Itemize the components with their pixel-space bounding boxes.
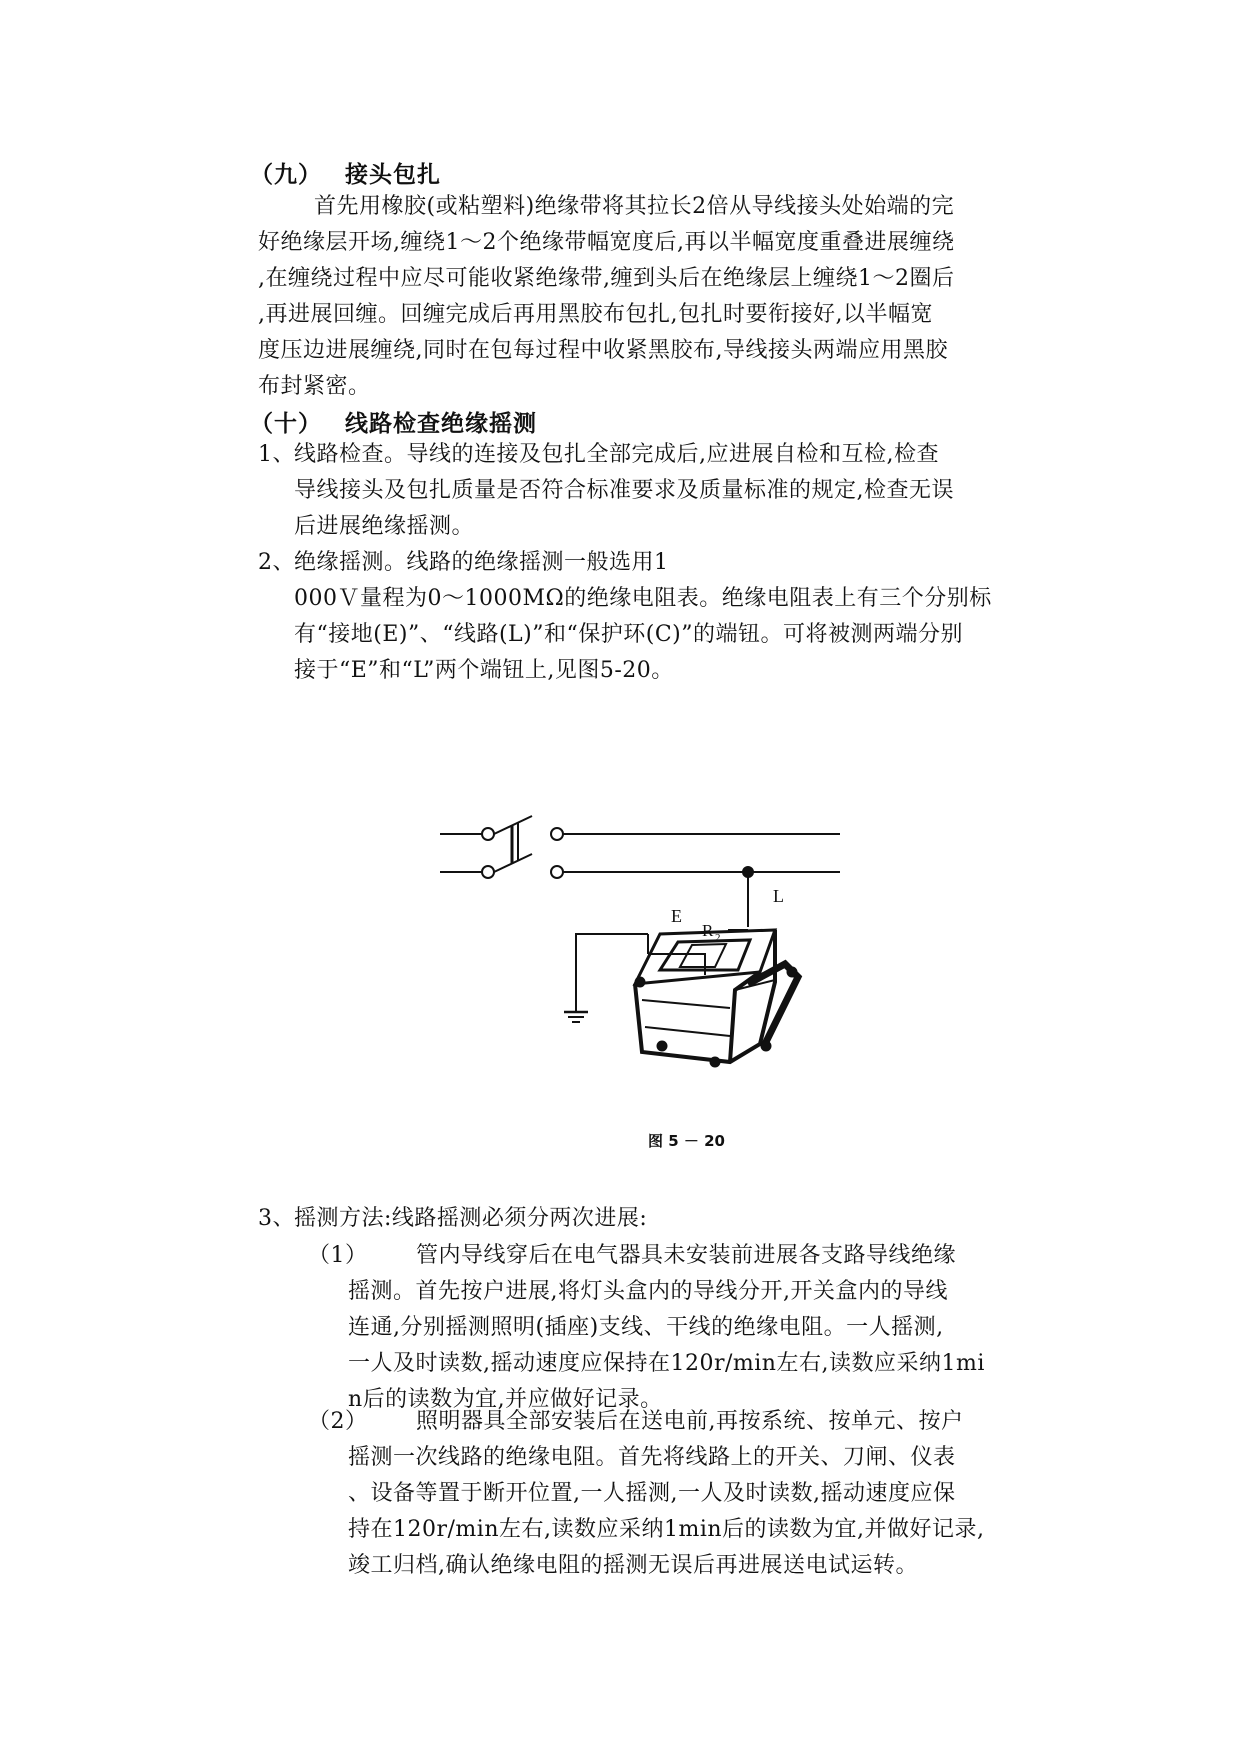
paragraph-line: ,再进展回缠。回缠完成后再用黑胶布包扎,包扎时要衔接好,以半幅宽 xyxy=(258,302,933,327)
list-item-marker: 3、 xyxy=(258,1206,295,1231)
paragraph-line: 导线接头及包扎质量是否符合标准要求及质量标准的规定,检查无误 xyxy=(294,478,954,503)
section-9-number: （九） xyxy=(250,162,322,188)
resistor-label-subscript: 2 xyxy=(715,932,721,944)
paragraph-line: 一人及时读数,摇动速度应保持在120r/min左右,读数应采纳1mi xyxy=(348,1351,985,1376)
switch-terminal xyxy=(482,866,494,878)
figure-caption: 图 5 － 20 xyxy=(648,1132,725,1150)
list-item-marker: 2、 xyxy=(258,550,295,575)
paragraph-line: 摇测。首先按户进展,将灯头盒内的导线分开,开关盒内的导线 xyxy=(348,1279,948,1304)
paragraph-line: 好绝缘层开场,缠绕1～2个绝缘带幅宽度后,再以半幅宽度重叠进展缠绕 xyxy=(258,230,955,255)
load-terminal xyxy=(551,866,563,878)
resistor-label: R xyxy=(702,921,714,940)
paragraph-line: 竣工归档,确认绝缘电阻的摇测无误后再进展送电试运转。 xyxy=(348,1553,918,1578)
paragraph-line: 后进展绝缘摇测。 xyxy=(294,514,475,539)
earth-lead xyxy=(648,954,705,975)
load-terminal xyxy=(551,828,563,840)
paragraph-line: 度压边进展缠绕,同时在包每过程中收紧黑胶布,导线接头两端应用黑胶 xyxy=(258,338,948,363)
section-9-heading xyxy=(250,156,441,189)
paragraph-line: 、设备等置于断开位置,一人摇测,一人及时读数,摇动速度应保 xyxy=(348,1481,956,1506)
section-10-title: 线路检查绝缘摇测 xyxy=(345,411,537,437)
paragraph-line: 线路检查。导线的连接及包扎全部完成后,应进展自检和互检,检查 xyxy=(294,442,939,467)
paragraph-line: 管内导线穿后在电气器具未安装前进展各支路导线绝缘 xyxy=(416,1243,957,1268)
paragraph-line: 布封紧密。 xyxy=(258,374,371,399)
section-10-number: （十） xyxy=(250,411,322,437)
paragraph-line: 首先用橡胶(或粘塑料)绝缘带将其拉长2倍从导线接头处始端的完 xyxy=(314,194,955,219)
paragraph-line: 000Ｖ量程为0～1000MΩ的绝缘电阻表。绝缘电阻表上有三个分别标 xyxy=(294,586,992,611)
paragraph-line: 照明器具全部安装后在送电前,再按系统、按单元、按户 xyxy=(416,1409,964,1434)
insulation-tester-diagram xyxy=(430,812,880,1092)
earth-lead xyxy=(576,934,643,1012)
switch-terminal xyxy=(482,828,494,840)
section-9-paragraph xyxy=(258,189,1038,405)
line-label: L xyxy=(773,886,784,906)
paragraph-line: 接于“E”和“L”两个端钮上,见图5-20。 xyxy=(294,658,674,683)
megohmmeter-icon xyxy=(635,930,798,1067)
paragraph-line: 持在120r/min左右,读数应采纳1min后的读数为宜,并做好记录, xyxy=(348,1517,985,1542)
paragraph-line: 绝缘摇测。线路的绝缘摇测一般选用1 xyxy=(294,550,669,575)
paragraph-line: 连通,分别摇测照明(插座)支线、干线的绝缘电阻。一人摇测, xyxy=(348,1315,944,1340)
sub-item-marker: （1） xyxy=(308,1243,368,1268)
earth-label: E xyxy=(671,906,682,926)
paragraph-line: n后的读数为宜,并应做好记录。 xyxy=(348,1387,663,1412)
list-item-marker: 1、 xyxy=(258,442,295,467)
paragraph-line: ,在缠绕过程中应尽可能收紧绝缘带,缠到头后在绝缘层上缠绕1～2圈后 xyxy=(258,266,955,291)
paragraph-line: 摇测一次线路的绝缘电阻。首先将线路上的开关、刀闸、仪表 xyxy=(348,1445,956,1470)
section-10-heading xyxy=(250,405,537,438)
section-9-title: 接头包扎 xyxy=(345,162,441,188)
paragraph-line: 有“接地(E)”、“线路(L)”和“保护环(C)”的端钮。可将被测两端分别 xyxy=(294,622,963,647)
sub-item-marker: （2） xyxy=(308,1409,368,1434)
paragraph-line: 摇测方法:线路摇测必须分两次进展: xyxy=(294,1206,648,1231)
